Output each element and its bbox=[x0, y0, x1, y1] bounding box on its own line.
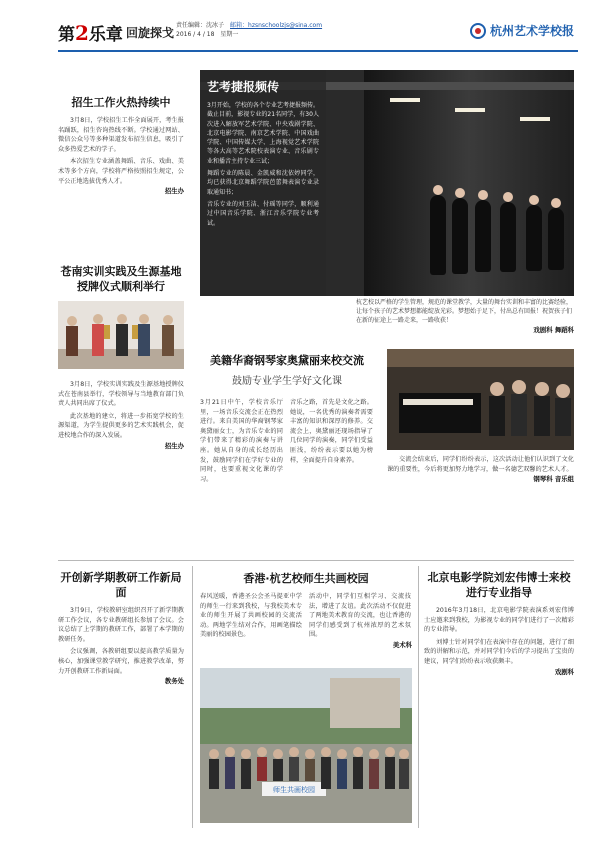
article-cangnan-title bbox=[58, 264, 184, 294]
header-meta bbox=[176, 21, 328, 39]
article-title: 北京电影学院刘宏伟博士来校进行专业指导 bbox=[427, 571, 571, 599]
article-byline: 教务处 bbox=[164, 677, 184, 686]
ceiling-light bbox=[455, 108, 485, 112]
article-byline: 钢琴科 音乐组 bbox=[533, 475, 574, 484]
article-column: 3月21日中午，学校音乐厅里，一场音乐交流会正在热烈进行。来自美国的华裔钢琴家奥黛丽女士，为音乐专业的同学们带来了精彩的演奏与讲座。她从自身的成长经历出发，鼓励同学们在学好专业的同时，也要重视文化课的学习。 bbox=[200, 399, 283, 483]
logo-icon bbox=[470, 23, 486, 39]
weekday: 星期一 bbox=[220, 31, 239, 38]
article-byline: 美术科 bbox=[392, 640, 412, 649]
feature-paragraph: 3月开始，学校的各个专业艺考捷报频传。截止目前，影视专业的21名同学，有30人次进入解放军艺术学院、中央戏剧学院、北京电影学院、南京艺术学院、中国戏曲学院、中国传媒大学、上海视觉艺术学院等各大高等艺术院校表演专业、音乐剧专业和播音主持专业三试； bbox=[207, 102, 319, 165]
section-title: 回旋探戈 bbox=[126, 26, 175, 40]
feature-paragraph: 舞蹈专业的陈晨、金凯威和沈依婷同学，均已获得北京舞蹈学院芭蕾舞表演专业录取通知书； bbox=[207, 170, 319, 196]
piano-illustration bbox=[387, 349, 574, 450]
article-cangnan bbox=[58, 380, 184, 450]
feature-paragraph: 音乐专业的刘玉洁、付瑶等同学，顺利通过中国音乐学院、浙江音乐学院专业考试。 bbox=[207, 200, 319, 227]
section-divider bbox=[58, 560, 574, 561]
article-paragraph: 刘博士针对同学们在表演中存在的问题，进行了细致的讲解和示范，并对同学们今后的学习提出了宝贵的建议，同学们纷纷表示收获颇丰。 bbox=[424, 638, 574, 665]
editor: 责任编辑：沈冰子 bbox=[176, 22, 225, 29]
page-suffix: 乐章 bbox=[88, 25, 123, 45]
article-teaching-research bbox=[58, 570, 184, 685]
article-subtitle: 鼓励专业学生学好文化课 bbox=[232, 376, 342, 387]
article-columns bbox=[200, 592, 412, 640]
article-recruitment bbox=[58, 94, 184, 195]
article-column: 活动中，同学们互相学习、交流技法，增进了友谊。此次活动不仅促进了两地美术教育的交流，也让香港的同学们感受到了杭州浓厚的艺术氛围。 bbox=[309, 593, 411, 639]
article-pianist bbox=[200, 398, 374, 484]
feature-title: 艺考捷报频传 bbox=[207, 80, 280, 94]
dancer-figure bbox=[526, 205, 542, 271]
caption-byline: 戏剧科 舞蹈科 bbox=[533, 325, 574, 334]
article-column: 春风送暖，香港圣公会圣马提亚中学的师生一行来到我校，与我校美术专业的师生开展了共画校园的交流活动。两地学生结对合作，用画笔描绘美丽的校园景色。 bbox=[200, 593, 302, 639]
column-divider bbox=[192, 566, 193, 828]
article-hongkong bbox=[200, 570, 412, 649]
ceiling-light bbox=[520, 117, 550, 121]
page-number bbox=[58, 20, 123, 45]
article-column: 音乐之路，首先是文化之路。她说，一名优秀的演奏者需要丰富的知识和深厚的修养。交流会上，奥黛丽还现场指导了几位同学的演奏，同学们受益匪浅，纷纷表示要以她为榜样，全面提升自身素养。 bbox=[290, 399, 373, 464]
dancer-figure bbox=[548, 208, 564, 270]
article-beijing-film-academy bbox=[424, 570, 574, 676]
ceremony-photo bbox=[58, 301, 184, 369]
article-paragraph: 交流会结束后，同学们纷纷表示，这次活动让他们认识到了文化课的重要性，今后将更加努力地学习，做一名德艺双馨的艺术人才。 bbox=[387, 456, 574, 473]
article-title: 香港·杭艺校师生共画校园 bbox=[243, 572, 369, 585]
piano-photo bbox=[387, 349, 574, 450]
article-pianist-header bbox=[200, 352, 374, 387]
dancer-figure bbox=[475, 200, 491, 272]
studio-background bbox=[364, 70, 574, 296]
article-paragraph: 本次招生专业涵盖舞蹈、音乐、戏曲、美术等多个方向，学校将严格按照招生规定，公平公正地选拔优秀人才。 bbox=[58, 158, 184, 185]
dancer-figure bbox=[430, 195, 446, 275]
article-paragraph: 此次基地的建立，将进一步拓宽学校的生源渠道，为学生提供更多的艺术实践机会，促进校地合作的深入发展。 bbox=[58, 412, 184, 439]
article-title: 招生工作火热持续中 bbox=[71, 96, 171, 109]
article-byline: 招生办 bbox=[164, 187, 184, 196]
article-byline: 招生办 bbox=[164, 441, 184, 450]
article-pianist-side bbox=[387, 455, 574, 483]
article-paragraph: 3月9日，学校教研室组织召开了新学期教研工作会议，各专业教研组长参加了会议。会议总结了上学期的教研工作，部署了本学期的教研任务。 bbox=[58, 607, 184, 643]
issue-date: 2016 / 4 / 18 bbox=[176, 31, 215, 38]
article-title: 美籍华裔钢琴家奥黛丽来校交流 bbox=[210, 354, 364, 367]
page-number-value: 2 bbox=[75, 21, 89, 45]
article-paragraph: 会议强调，各教研组要以提高教学质量为核心，加强课堂教学研究，推进教学改革，努力开创教研工作新局面。 bbox=[58, 648, 184, 675]
dancer-figure bbox=[452, 198, 468, 274]
group-banner-text: 师生共画校园 bbox=[273, 786, 315, 794]
article-byline: 戏剧科 bbox=[554, 667, 574, 676]
page-prefix: 第 bbox=[58, 25, 75, 45]
ceremony-illustration bbox=[58, 301, 184, 369]
group-photo bbox=[200, 668, 412, 823]
feature-article bbox=[200, 70, 326, 296]
school-logo bbox=[470, 22, 574, 39]
email-link[interactable]: 邮箱：hzsnschoolzjs@sina.com bbox=[230, 22, 323, 29]
article-title: 苍南实训实践及生源基地授牌仪式顺利举行 bbox=[60, 265, 182, 293]
ceiling-light bbox=[390, 98, 420, 102]
masthead bbox=[58, 12, 578, 50]
column-divider bbox=[418, 566, 419, 828]
caption-text: 杭艺校以严格的学生管理，规范的课堂教学，大量的舞台实训和丰富的比赛经验，让每个孩子的艺术梦想都能绽放光彩。梦想始于足下，付出总有回报！祝贺孩子们在新的征途上一路走来，一路收获！ bbox=[356, 299, 573, 325]
article-paragraph: 3月8日，学校实训实践及生源基地授牌仪式在苍南县举行，学校领导与当地教育部门负责人共同出席了仪式。 bbox=[58, 381, 184, 408]
article-paragraph: 2016年3月18日，北京电影学院表演系刘宏伟博士应邀来到我校，为影视专业的同学们进行了一次精彩的专业指导。 bbox=[424, 607, 574, 634]
masthead-rule bbox=[58, 50, 578, 52]
article-title: 开创新学期教研工作新局面 bbox=[60, 571, 182, 599]
logo-text: 杭州艺术学校报 bbox=[489, 24, 574, 38]
article-paragraph: 3月8日，学校招生工作全面展开，考生报名踊跃，招生咨询热线不断。学校通过网站、微信公众号等多种渠道发布招生信息，吸引了众多热爱艺术的学子。 bbox=[58, 117, 184, 153]
photo-caption bbox=[356, 298, 574, 335]
group-illustration bbox=[200, 668, 412, 823]
dancer-figure bbox=[500, 202, 516, 272]
